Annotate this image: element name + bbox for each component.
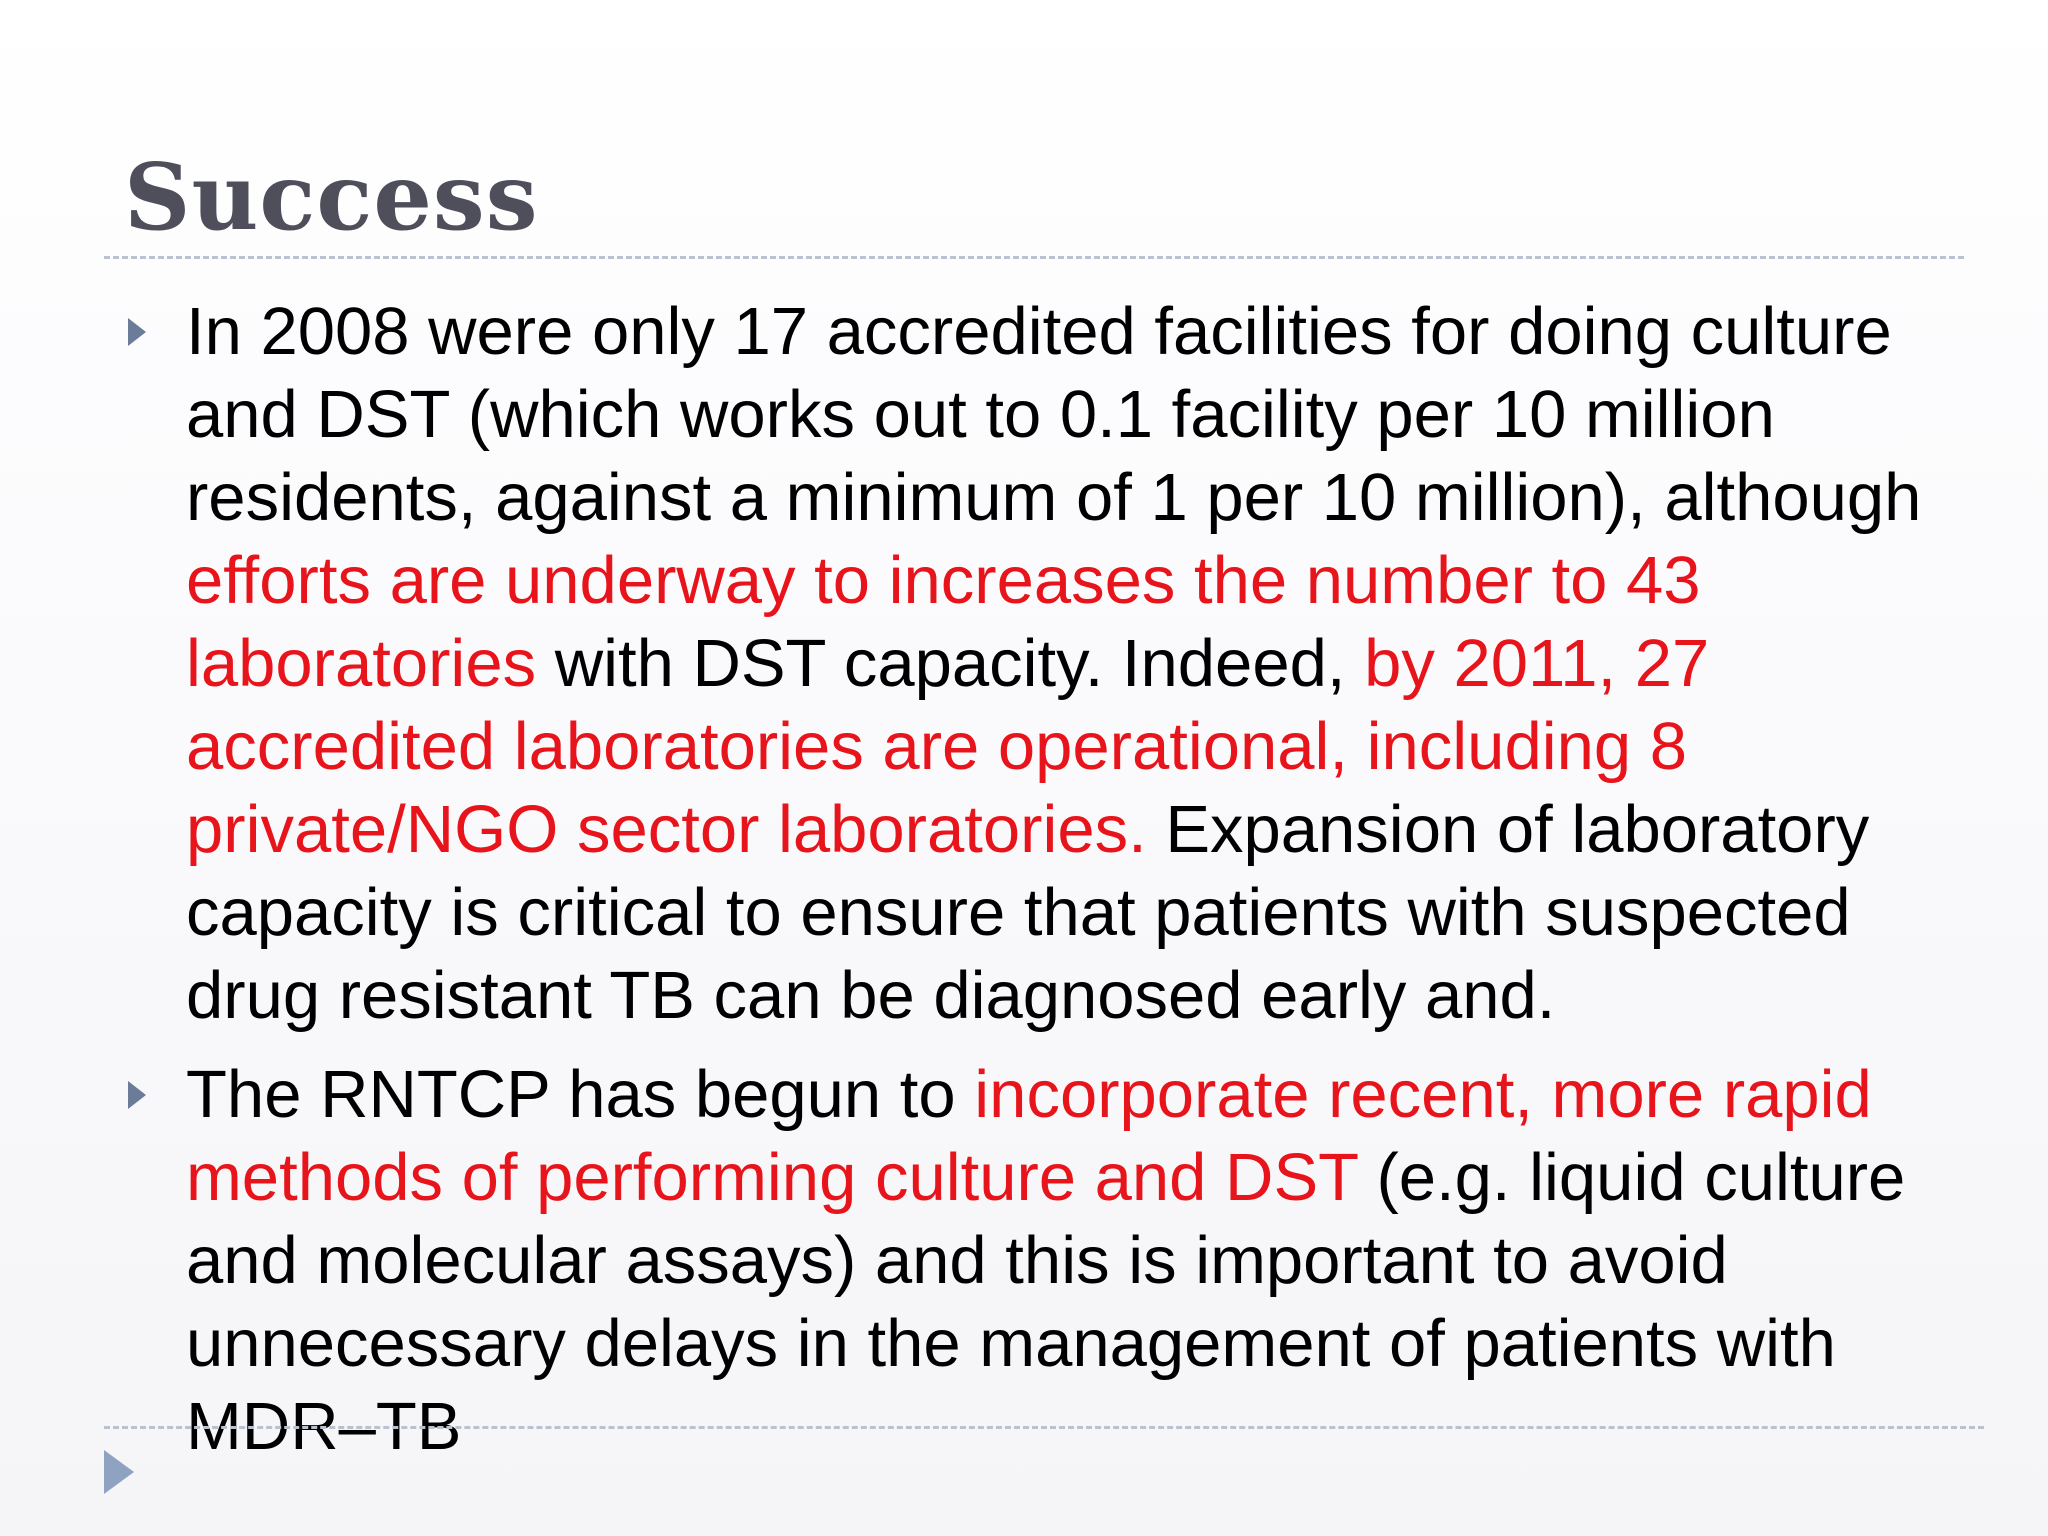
- triangle-bullet-icon: [128, 318, 146, 346]
- bullet-2-highlight-1: incorporate recent, more rapid methods of performing culture and DST: [186, 1057, 1872, 1215]
- bullet-1-segment-2: with DST capacity. Indeed,: [536, 626, 1365, 701]
- bullet-item-2: [186, 1053, 1986, 1468]
- bullet-1-segment-1: In 2008 were only 17 accredited facilities for doing culture and DST (which works out to 0.1 facility per 10 million residents, against a minimum of 1 per 10 million), although: [186, 294, 1922, 535]
- bullet-2-segment-1: The RNTCP has begun to: [186, 1057, 975, 1132]
- footer-divider: [104, 1426, 1984, 1429]
- triangle-bullet-icon: [128, 1081, 146, 1109]
- bullet-1-segment-3: Expansion of laboratory capacity is critical to ensure that patients with suspected drug resistant TB can be diagnosed early and.: [186, 792, 1870, 1033]
- bullet-list: [186, 290, 1986, 1484]
- title-divider: [104, 256, 1964, 259]
- next-arrow-icon: [104, 1450, 134, 1494]
- slide-title: Success: [124, 143, 539, 251]
- bullet-2-segment-2: (e.g. liquid culture and molecular assays) and this is important to avoid unnecessary delays in the management of patients with MDR–TB: [186, 1140, 1906, 1464]
- bullet-1-text: [186, 294, 1921, 1033]
- bullet-2-text: [186, 1057, 1905, 1464]
- bullet-item-1: [186, 290, 1986, 1037]
- bullet-1-highlight-1: efforts are underway to increases the number to 43 laboratories: [186, 543, 1701, 701]
- bullet-1-highlight-2: by 2011, 27 accredited laboratories are operational, including 8 private/NGO sector laboratories.: [186, 626, 1710, 867]
